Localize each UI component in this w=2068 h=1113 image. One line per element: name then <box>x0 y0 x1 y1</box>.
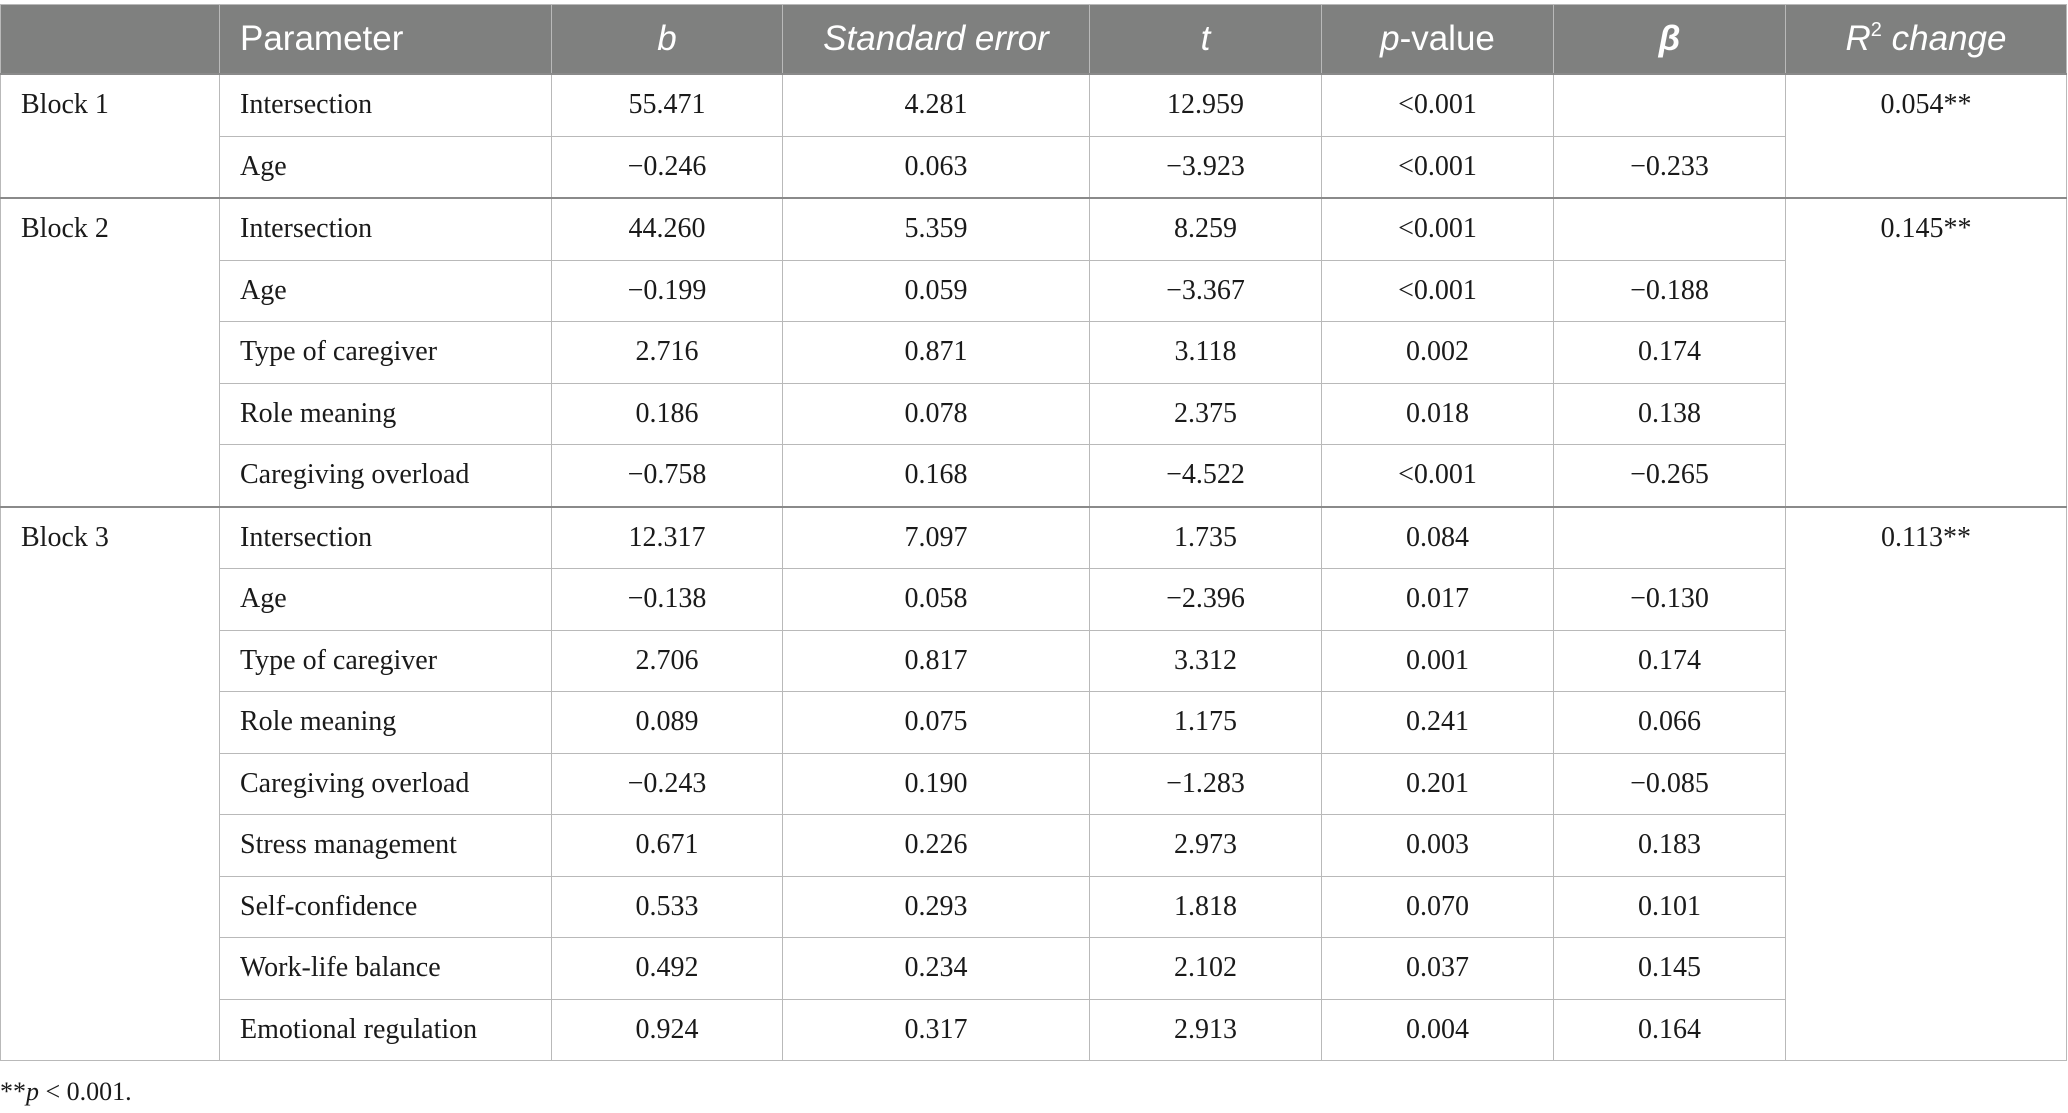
table-row <box>1 938 2067 1000</box>
cell-b: 55.471 <box>552 74 783 136</box>
table-row <box>1 815 2067 877</box>
cell-beta: −0.130 <box>1554 569 1786 631</box>
table-row <box>1 383 2067 445</box>
cell-t: 2.375 <box>1090 383 1322 445</box>
cell-parameter: Self-confidence <box>220 876 552 938</box>
cell-standard-error: 0.817 <box>783 630 1090 692</box>
table-row <box>1 630 2067 692</box>
cell-t: 1.735 <box>1090 507 1322 569</box>
cell-p-value: 0.004 <box>1322 999 1554 1061</box>
cell-beta: 0.101 <box>1554 876 1786 938</box>
cell-beta: −0.233 <box>1554 136 1786 198</box>
cell-standard-error: 7.097 <box>783 507 1090 569</box>
footnote-p: p <box>26 1077 39 1106</box>
cell-parameter: Role meaning <box>220 383 552 445</box>
cell-beta: 0.066 <box>1554 692 1786 754</box>
cell-r2-change: 0.145** <box>1786 198 2067 507</box>
cell-t: −1.283 <box>1090 753 1322 815</box>
cell-b: 0.186 <box>552 383 783 445</box>
cell-beta: 0.183 <box>1554 815 1786 877</box>
table-row <box>1 507 2067 569</box>
cell-t: −2.396 <box>1090 569 1322 631</box>
cell-b: 0.089 <box>552 692 783 754</box>
header-b: b <box>552 5 783 75</box>
cell-p-value: <0.001 <box>1322 136 1554 198</box>
cell-parameter: Type of caregiver <box>220 322 552 384</box>
table-row <box>1 322 2067 384</box>
cell-b: −0.199 <box>552 260 783 322</box>
table-row <box>1 569 2067 631</box>
cell-t: 2.973 <box>1090 815 1322 877</box>
cell-b: −0.138 <box>552 569 783 631</box>
cell-t: −3.923 <box>1090 136 1322 198</box>
cell-standard-error: 0.059 <box>783 260 1090 322</box>
table-row <box>1 876 2067 938</box>
cell-t: 3.312 <box>1090 630 1322 692</box>
cell-standard-error: 0.075 <box>783 692 1090 754</box>
cell-parameter: Work-life balance <box>220 938 552 1000</box>
cell-r2-change: 0.113** <box>1786 507 2067 1061</box>
header-t: t <box>1090 5 1322 75</box>
cell-beta: −0.188 <box>1554 260 1786 322</box>
table-row <box>1 198 2067 260</box>
cell-parameter: Type of caregiver <box>220 630 552 692</box>
cell-b: −0.243 <box>552 753 783 815</box>
cell-standard-error: 0.168 <box>783 445 1090 507</box>
cell-parameter: Caregiving overload <box>220 753 552 815</box>
block-label: Block 3 <box>1 507 220 1061</box>
cell-p-value: 0.017 <box>1322 569 1554 631</box>
cell-b: 0.492 <box>552 938 783 1000</box>
cell-t: 1.175 <box>1090 692 1322 754</box>
cell-parameter: Role meaning <box>220 692 552 754</box>
table-row <box>1 260 2067 322</box>
header-r2-sup: 2 <box>1870 19 1882 41</box>
cell-standard-error: 0.871 <box>783 322 1090 384</box>
cell-p-value: 0.002 <box>1322 322 1554 384</box>
cell-p-value: 0.070 <box>1322 876 1554 938</box>
header-standard-error: Standard error <box>783 5 1090 75</box>
cell-standard-error: 0.293 <box>783 876 1090 938</box>
cell-p-value: <0.001 <box>1322 74 1554 136</box>
cell-standard-error: 0.190 <box>783 753 1090 815</box>
cell-parameter: Caregiving overload <box>220 445 552 507</box>
block-label: Block 1 <box>1 74 220 198</box>
header-beta: β <box>1554 5 1786 75</box>
header-p-rest: -value <box>1399 19 1495 58</box>
cell-r2-change: 0.054** <box>1786 74 2067 198</box>
table-row <box>1 136 2067 198</box>
cell-t: 8.259 <box>1090 198 1322 260</box>
cell-beta <box>1554 74 1786 136</box>
table-row <box>1 692 2067 754</box>
cell-parameter: Emotional regulation <box>220 999 552 1061</box>
header-r2-rest: change <box>1881 19 2007 58</box>
cell-b: 0.924 <box>552 999 783 1061</box>
header-p-italic: p <box>1380 19 1400 58</box>
cell-p-value: 0.003 <box>1322 815 1554 877</box>
table-row <box>1 753 2067 815</box>
table-row <box>1 999 2067 1061</box>
cell-t: −3.367 <box>1090 260 1322 322</box>
cell-b: 12.317 <box>552 507 783 569</box>
cell-parameter: Intersection <box>220 74 552 136</box>
cell-p-value: 0.037 <box>1322 938 1554 1000</box>
cell-parameter: Age <box>220 260 552 322</box>
cell-p-value: 0.001 <box>1322 630 1554 692</box>
header-r2-base: R <box>1845 19 1871 58</box>
cell-standard-error: 5.359 <box>783 198 1090 260</box>
cell-parameter: Intersection <box>220 507 552 569</box>
cell-p-value: <0.001 <box>1322 445 1554 507</box>
table-header <box>1 5 2067 75</box>
table-row <box>1 445 2067 507</box>
cell-standard-error: 0.058 <box>783 569 1090 631</box>
table-body <box>1 74 2067 1061</box>
cell-b: 2.716 <box>552 322 783 384</box>
cell-beta: −0.265 <box>1554 445 1786 507</box>
cell-p-value: 0.201 <box>1322 753 1554 815</box>
cell-t: 1.818 <box>1090 876 1322 938</box>
cell-standard-error: 0.078 <box>783 383 1090 445</box>
cell-p-value: 0.018 <box>1322 383 1554 445</box>
cell-b: 2.706 <box>552 630 783 692</box>
regression-table <box>0 4 2067 1061</box>
footnote-rest: < 0.001. <box>39 1077 132 1106</box>
header-block <box>1 5 220 75</box>
cell-t: −4.522 <box>1090 445 1322 507</box>
cell-standard-error: 0.063 <box>783 136 1090 198</box>
cell-beta: 0.174 <box>1554 322 1786 384</box>
block-label: Block 2 <box>1 198 220 507</box>
cell-t: 2.102 <box>1090 938 1322 1000</box>
cell-parameter: Age <box>220 569 552 631</box>
footnote-stars: ** <box>0 1077 26 1106</box>
cell-b: 44.260 <box>552 198 783 260</box>
header-parameter: Parameter <box>220 5 552 75</box>
cell-beta: −0.085 <box>1554 753 1786 815</box>
regression-table-container <box>0 4 2068 1061</box>
cell-beta <box>1554 198 1786 260</box>
cell-beta: 0.145 <box>1554 938 1786 1000</box>
cell-b: 0.671 <box>552 815 783 877</box>
cell-parameter: Age <box>220 136 552 198</box>
cell-standard-error: 4.281 <box>783 74 1090 136</box>
cell-p-value: 0.241 <box>1322 692 1554 754</box>
cell-standard-error: 0.226 <box>783 815 1090 877</box>
cell-p-value: <0.001 <box>1322 198 1554 260</box>
table-row <box>1 74 2067 136</box>
cell-beta: 0.174 <box>1554 630 1786 692</box>
cell-beta <box>1554 507 1786 569</box>
cell-parameter: Intersection <box>220 198 552 260</box>
cell-b: 0.533 <box>552 876 783 938</box>
footnote <box>0 1077 132 1107</box>
cell-b: −0.758 <box>552 445 783 507</box>
header-row <box>1 5 2067 75</box>
cell-p-value: 0.084 <box>1322 507 1554 569</box>
cell-beta: 0.138 <box>1554 383 1786 445</box>
cell-t: 12.959 <box>1090 74 1322 136</box>
cell-t: 3.118 <box>1090 322 1322 384</box>
cell-standard-error: 0.234 <box>783 938 1090 1000</box>
header-r2-change <box>1786 5 2067 75</box>
cell-parameter: Stress management <box>220 815 552 877</box>
cell-b: −0.246 <box>552 136 783 198</box>
header-p-value <box>1322 5 1554 75</box>
cell-p-value: <0.001 <box>1322 260 1554 322</box>
cell-t: 2.913 <box>1090 999 1322 1061</box>
cell-beta: 0.164 <box>1554 999 1786 1061</box>
cell-standard-error: 0.317 <box>783 999 1090 1061</box>
